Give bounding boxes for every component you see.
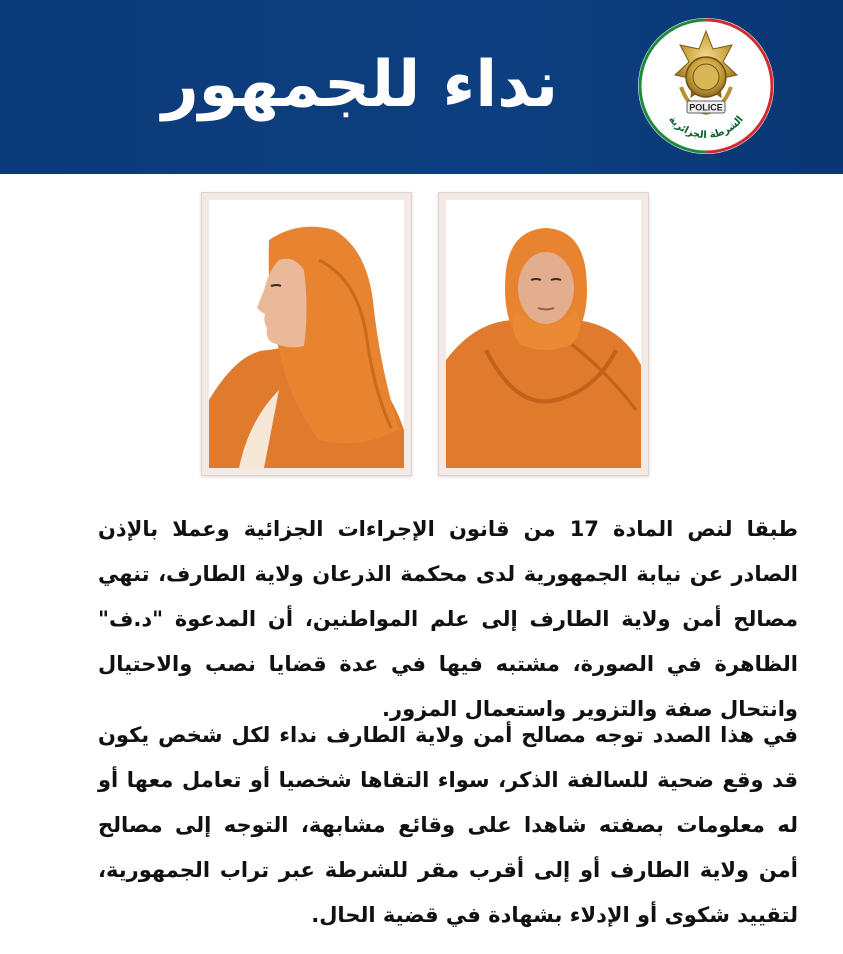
svg-text:POLICE: POLICE bbox=[689, 102, 723, 113]
person-profile-image bbox=[209, 200, 404, 468]
person-front-image bbox=[446, 200, 641, 468]
announcement-paragraph-1: طبقا لنص المادة 17 من قانون الإجراءات الجزائية وعملا بالإذن الصادر عن نيابة الجمهورية لدى محكمة الذرعان ولاية الطارف، تنهي مصالح أمن ولاية الطارف إلى علم المواطنين، أن المدعوة "د.ف" الظاهرة في الصورة، مشتبه فيها في عدة قضايا نصب والاحتيال وانتحال صفة والتزوير واستعمال المزور. bbox=[98, 517, 798, 721]
page-title: نداء للجمهور bbox=[161, 48, 559, 122]
header-banner bbox=[0, 0, 843, 174]
front-photo-frame bbox=[438, 192, 649, 476]
announcement-paragraph-2: في هذا الصدد توجه مصالح أمن ولاية الطارف نداء لكل شخص يكون قد وقع ضحية للسالفة الذكر، سواء التقاها شخصيا أو تعامل معها أو له معلومات بصفته شاهدا على وقائع مشابهة، التوجه إلى مصالح أمن ولاية الطارف أو إلى أقرب مقر للشرطة عبر تراب الجمهورية، لتقييد شكوى أو الإدلاء بشهادة في قضية الحال. bbox=[98, 723, 798, 927]
police-logo-icon bbox=[637, 17, 775, 155]
svg-text:الشرطة الجزائرية: الشرطة الجزائرية bbox=[666, 114, 746, 142]
profile-photo-frame bbox=[201, 192, 412, 476]
